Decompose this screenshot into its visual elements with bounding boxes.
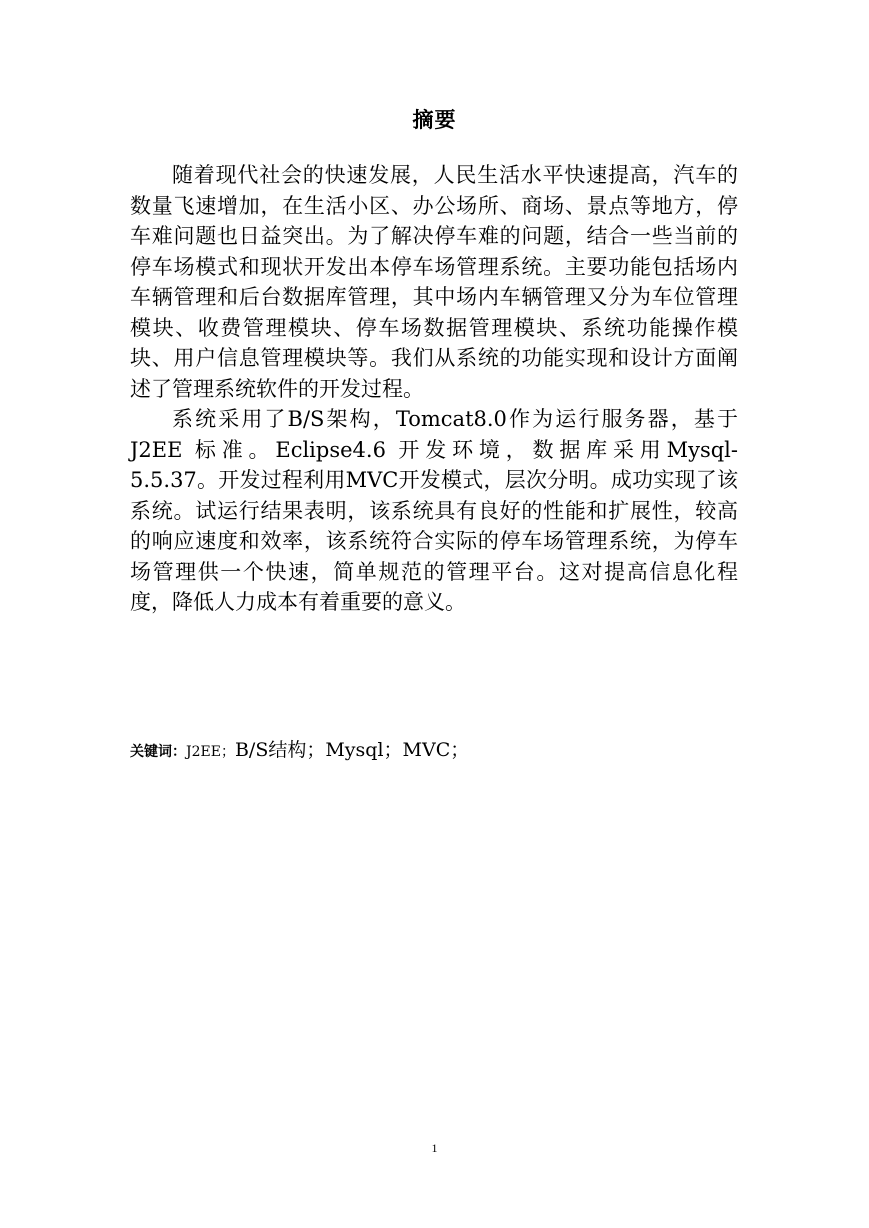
keyword-j2ee: J2EE； — [186, 744, 235, 760]
keywords-label: 关键词： — [130, 744, 186, 760]
keywords-line — [130, 735, 738, 767]
abstract-paragraph-2: 系统采用了B/S架构，Tomcat8.0作为运行服务器，基于 J2EE 标准。Eclipse4.6 开发环境，数据库采用Mysql-5.5.37。开发过程利用MVC开发模式，层次分明。成功实现了该系统。试运行结果表明，该系统具有良好的性能和扩展性，较高的响应速度和效率，该系统符合实际的停车场管理系统，为停车场管理供一个快速，简单规范的管理平台。这对提高信息化程度，降低人力成本有着重要的意义。 — [130, 407, 738, 614]
keywords-list: B/S结构；Mysql；MVC； — [234, 739, 470, 761]
abstract-body — [130, 160, 738, 618]
abstract-title: 摘要 — [412, 108, 457, 132]
abstract-paragraph-1: 随着现代社会的快速发展，人民生活水平快速提高，汽车的数量飞速增加，在生活小区、办公场所、商场、景点等地方，停车难问题也日益突出。为了解决停车难的问题，结合一些当前的停车场模式和现状开发出本停车场管理系统。主要功能包括场内车辆管理和后台数据库管理，其中场内车辆管理又分为车位管理模块、收费管理模块、停车场数据管理模块、系统功能操作模块、用户信息管理模块等。我们从系统的功能实现和设计方面阐述了管理系统软件的开发过程。 — [130, 163, 738, 401]
page-number: 1 — [431, 1141, 438, 1155]
